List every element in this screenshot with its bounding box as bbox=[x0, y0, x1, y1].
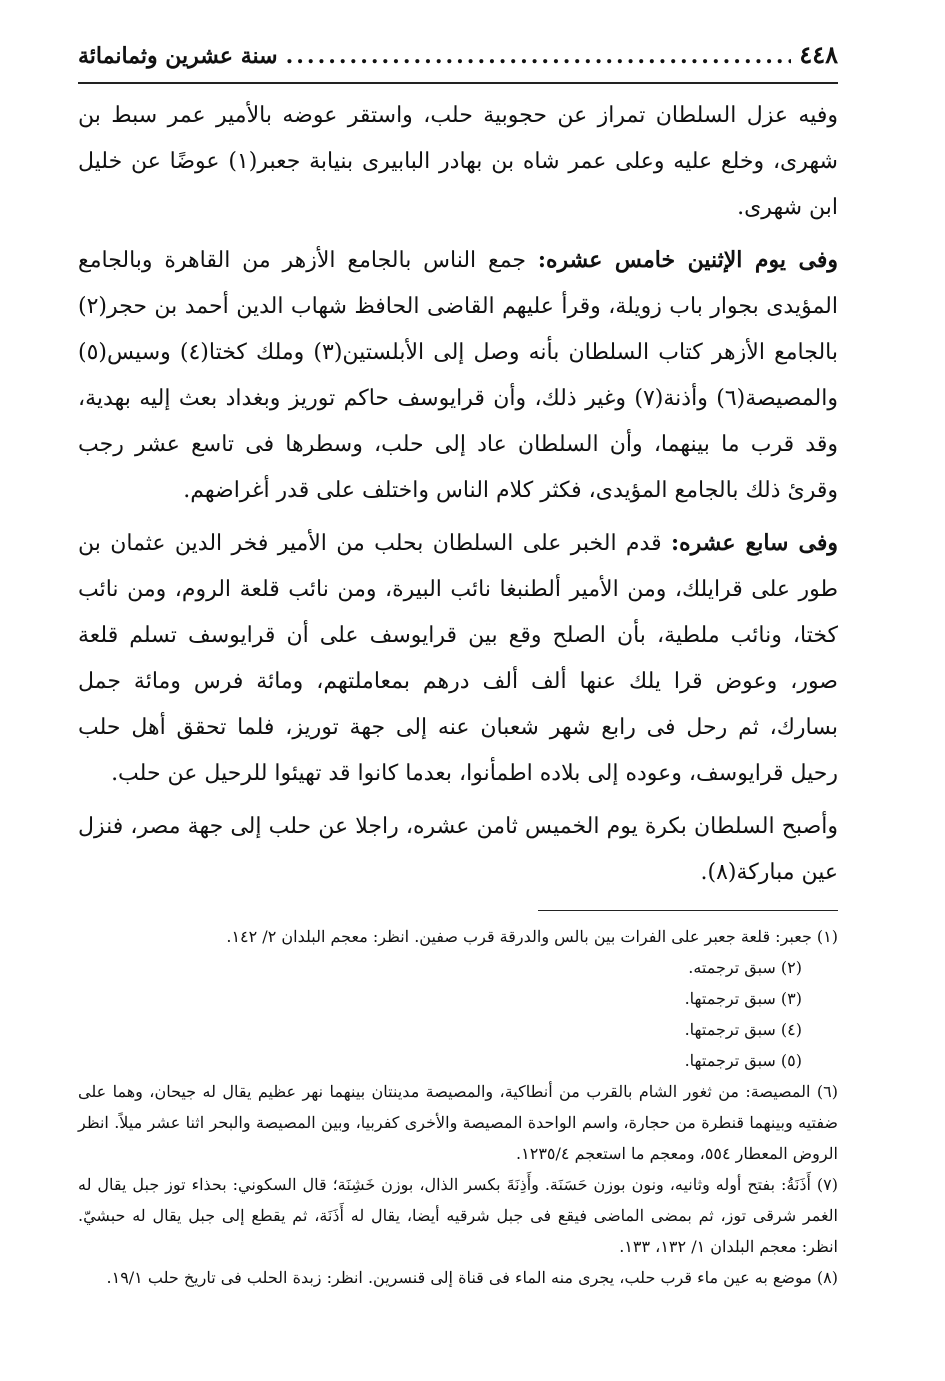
paragraph bbox=[78, 92, 838, 231]
paragraph-lead: وفى يوم الإثنين خامس عشره: bbox=[537, 247, 838, 273]
leader-dots bbox=[286, 43, 792, 69]
paragraph-text: قدم الخبر على السلطان بحلب من الأمير فخر الدين عثمان بن طور على قرايلك، ومن الأمير ألطنبغا نائب البيرة، ومن نائب قلعة الروم، ومن نائب كختا، ونائب ملطية، بأن الصلح وقع بين قرايوسف على أن قرايوسف تسلم قلعة صور، وعوض قرا يلك عنها ألف ألف درهم بمعاملتهم، ومائة فرس ومائة جمل بسارك، ثم رحل فى رابع شهر شعبان عنه إلى جهة توريز، فلما تحقق أهل حلب رحيل قرايوسف، وعوده إلى بلاده اطمأنوا، بعدما كانوا قد تهيئوا للرحيل عن حلب. bbox=[78, 531, 838, 786]
paragraph-text: وفيه عزل السلطان تمراز عن حجوبية حلب، واستقر عوضه بالأمير عمر سبط بن شهرى، وخلع عليه وعلى عمر شاه بن بهادر البابيرى بنيابة جعبر(١) عوضًا عن خليل ابن شهرى. bbox=[78, 103, 838, 220]
footnote: (٧) أَذَنَةُ: بفتح أوله وثانيه، ونون بوزن حَسَنَة. وأَذِنَةَ بكسر الذال، بوزن خَشِنَة؛ قال السكوني: بحذاء توز جبل يقال له الغمر شرقى توز، ثم بمضى الماضى فيقع فى جبل شرقيه أيضا، يقال له أَذَنَة، ثم يقطع إلى جبل يقال له حبشيّ. انظر: معجم البلدان ١/ ١٣٢، ١٣٣. bbox=[78, 1175, 839, 1256]
book-page bbox=[78, 40, 838, 1360]
chapter-title: سنة عشرين وثمانمائة bbox=[78, 43, 278, 69]
footnote: (٣) سبق ترجمتها. bbox=[684, 989, 802, 1008]
paragraph-text: جمع الناس بالجامع الأزهر من القاهرة وبالجامع المؤيدى بجوار باب زويلة، وقرأ عليهم القاضى الحافظ شهاب الدين أحمد بن حجر(٢) بالجامع الأزهر كتاب السلطان بأنه وصل إلى الأبلستين(٣) وملك كختا(٤) وسيس(٥) والمصيصة(٦) وأذنة(٧) وغير ذلك، وأن قرايوسف حاكم توريز وبغداد بعث إليه بهدية، وقد قرب ما بينهما، وأن السلطان عاد إلى حلب، وسطرها فى تاسع عشر رجب وقرئ ذلك بالجامع المؤيدى، فكثر كلام الناس واختلف على قدر أغراضهم. bbox=[78, 248, 838, 503]
paragraph bbox=[78, 803, 838, 896]
paragraph-text: وأصبح السلطان بكرة يوم الخميس ثامن عشره، راجلا عن حلب إلى جهة مصر، فنزل عين مباركة(٨). bbox=[78, 814, 838, 885]
footnote: (٢) سبق ترجمته. bbox=[688, 958, 802, 977]
footnotes bbox=[78, 921, 838, 1293]
footnote-divider bbox=[538, 910, 838, 911]
footnote: (١) جعبر: قلعة جعبر على الفرات بين بالس والدرقة قرب صفين. انظر: معجم البلدان ٢/ ١٤٢. bbox=[226, 927, 838, 946]
footnote: (٥) سبق ترجمتها. bbox=[684, 1051, 802, 1070]
footnote: (٤) سبق ترجمتها. bbox=[684, 1020, 802, 1039]
footnote: (٨) موضع به عين ماء قرب حلب، يجرى منه الماء فى قناة إلى قنسرين. انظر: زبدة الحلب فى تاريخ حلب ١٩/١. bbox=[106, 1268, 838, 1287]
footnote: (٦) المصيصة: من ثغور الشام بالقرب من أنطاكية، والمصيصة مدينتان بينهما نهر عظيم يقال له جيحان، وهما على ضفتيه وبينهما قنطرة من حجارة، واسم الواحدة المصيصة والأخرى كفربيا، وبين المصيصة والبحر اثنا عشر ميلاً. انظر الروض المعطار ٥٥٤، ومعجم ما استعجم ١٢٣٥/٤. bbox=[78, 1082, 838, 1163]
paragraph bbox=[78, 520, 838, 797]
paragraph-lead: وفى سابع عشره: bbox=[670, 530, 838, 556]
page-number: ٤٤٨ bbox=[799, 40, 838, 69]
running-head bbox=[78, 40, 838, 84]
main-text bbox=[78, 92, 838, 896]
paragraph bbox=[78, 237, 838, 514]
